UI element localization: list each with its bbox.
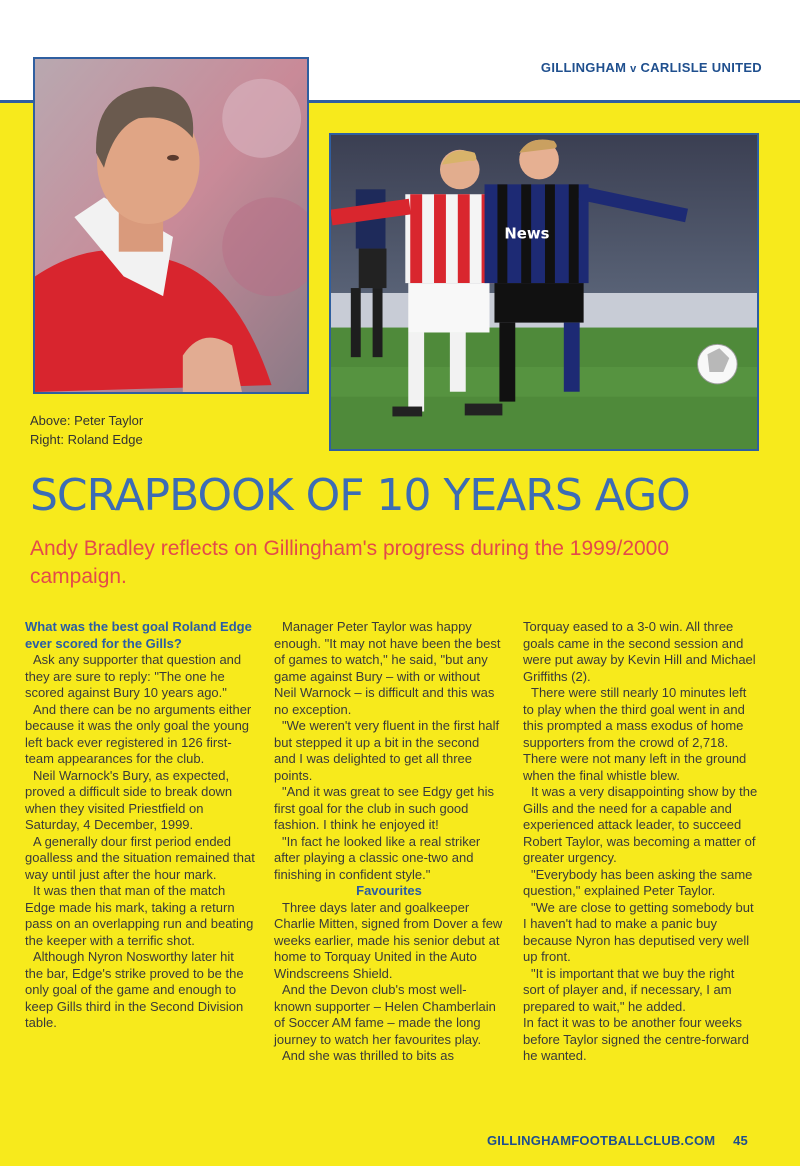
paragraph: "It is important that we buy the right sort of player and, if necessary, I am prepared to wait," he added. — [523, 965, 735, 1014]
paragraph: There were still nearly 10 minutes left to play when the third goal went in and this prompted a mass exodus of home supporters from the crowd of 2,718. There were not many left in the ground when the final whistle blew. — [523, 685, 747, 783]
paragraph: A generally dour first period ended goalless and the situation remained that way until just after the hour mark. — [25, 833, 255, 882]
away-team: CARLISLE UNITED — [640, 60, 762, 75]
paragraph: "And it was great to see Edgy get his first goal for the club in such good fashion. I think he enjoyed it! — [274, 784, 495, 832]
home-team: GILLINGHAM — [540, 60, 627, 75]
article-column-3 — [523, 619, 759, 1065]
paragraph: And she was thrilled to bits as — [282, 1048, 454, 1063]
article-column-1 — [25, 619, 255, 1032]
caption-line-2: Right: Roland Edge — [30, 432, 143, 447]
paragraph: It was a very disappointing show by the Gills and the need for a capable and experienced attack leader, to succeed Robert Taylor, was becoming a matter of greater urgency. — [523, 784, 758, 865]
caption-line-1: Above: Peter Taylor — [30, 413, 144, 428]
website-link[interactable]: GILLINGHAMFOOTBALLCLUB.COM — [486, 1133, 716, 1148]
paragraph: And there can be no arguments either because it was the only goal the young left back ever registered in 126 first-team appearances for the club. — [25, 701, 252, 766]
paragraph: Although Nyron Nosworthy later hit the bar, Edge's strike proved to be the only goal of the game and enough to keep Gills third in the Second Division table. — [25, 949, 244, 1030]
article-column-2 — [274, 619, 504, 1065]
versus-label: v — [630, 63, 637, 75]
paragraph: "We are close to getting somebody but I haven't had to make a panic buy because Nyron has deputised very well up front. — [523, 899, 754, 964]
paragraph: "Everybody has been asking the same question," explained Peter Taylor. — [523, 866, 753, 898]
paragraph: And the Devon club's most well-known supporter – Helen Chamberlain of Soccer AM fame – made the long journey to watch her favourites play. — [274, 982, 496, 1047]
page-footer — [487, 1133, 748, 1148]
section-subhead: Favourites — [356, 883, 422, 898]
paragraph: "In fact he looked like a real striker after playing a classic one-two and finishing in confident style." — [274, 833, 481, 882]
photo-caption — [30, 411, 143, 449]
football-action-photo-icon — [331, 135, 757, 449]
paragraph: In fact it was to be another four weeks before Taylor signed the centre-forward he wanted. — [523, 1015, 749, 1063]
article-standfirst: Andy Bradley reflects on Gillingham's progress during the 1999/2000 campaign. — [30, 537, 670, 588]
portrait-photo-icon — [35, 59, 307, 392]
article-title: SCRAPBOOK OF 10 YEARS AGO — [30, 470, 690, 521]
paragraph: Torquay eased to a 3-0 win. All three goals came in the second session and were put away by Kevin Hill and Michael Griffiths (2). — [523, 619, 756, 684]
paragraph: Three days later and goalkeeper Charlie Mitten, signed from Dover a few weeks earlier, made his senior debut at home to Torquay United in the Auto Windscreens Shield. — [274, 899, 503, 981]
paragraph: Neil Warnock's Bury, as expected, proved a difficult side to break down when they visited Priestfield on Saturday, 4 December, 1999. — [25, 767, 233, 832]
shirt-sponsor: News — [504, 225, 550, 243]
peter-taylor-photo — [33, 57, 309, 394]
question-heading: What was the best goal Roland Edge ever scored for the Gills? — [25, 619, 252, 651]
paragraph: Ask any supporter that question and they are sure to reply: "The one he scored against Bury 10 years ago." — [25, 652, 242, 700]
roland-edge-photo — [329, 133, 759, 451]
page-number: 45 — [733, 1133, 748, 1148]
paragraph: Manager Peter Taylor was happy enough. "It may not have been the best of games to watch," he said, "but any game against Bury – with or without Neil Warnock – is difficult and this was no exception. — [274, 619, 501, 717]
paragraph: It was then that man of the match Edge made his mark, taking a return pass on an overlapping run and beating the keeper with a terrific shot. — [25, 883, 254, 948]
match-header — [541, 60, 762, 75]
paragraph: "We weren't very fluent in the first half but stepped it up a bit in the second and I was delighted to get all three points. — [274, 718, 500, 783]
